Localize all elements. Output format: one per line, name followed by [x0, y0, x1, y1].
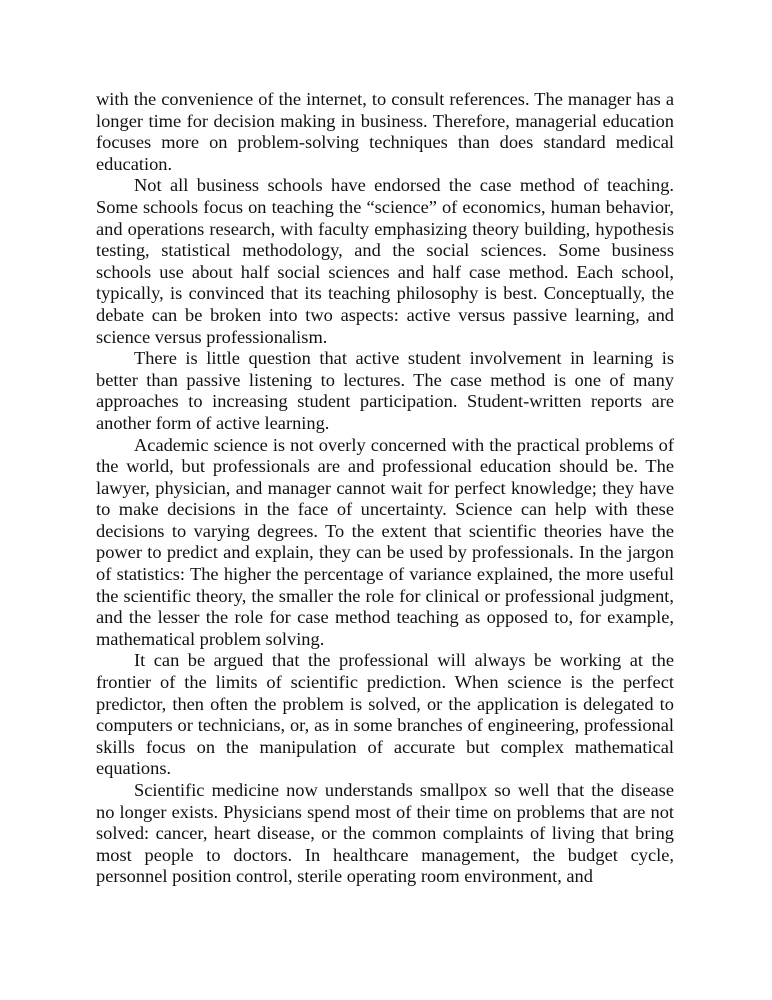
paragraph-business-schools: Not all business schools have endorsed the case method of teaching. Some schools focus on teaching the “science” of economics, human behavior, and operations research, with faculty emphasizing theory building, hypothesis testing, statistical methodology, and the social sciences. Some business schools use about half social sciences and half case method. Each school, typically, is convinced that its teaching philosophy is best. Conceptually, the debate can be broken into two aspects: active versus passive learning, and science versus professionalism. [96, 175, 674, 347]
paragraph-scientific-prediction: It can be argued that the professional will always be working at the frontier of the limits of scientific prediction. When science is the perfect predictor, then often the problem is solved, or the application is delegated to computers or technicians, or, as in some branches of engineering, professional skills focus on the manipulation of accurate but complex mathematical equations. [96, 650, 674, 779]
document-page [96, 89, 674, 888]
paragraph-continuation: with the convenience of the internet, to consult references. The manager has a longer time for decision making in business. Therefore, managerial education focuses more on problem-solving techniques than does standard medical education. [96, 89, 674, 174]
paragraph-academic-science: Academic science is not overly concerned with the practical problems of the world, but professionals are and professional education should be. The lawyer, physician, and manager cannot wait for perfect knowledge; they have to make decisions in the face of uncertainty. Science can help with these decisions to varying degrees. To the extent that scientific theories have the power to predict and explain, they can be used by professionals. In the jargon of statistics: The higher the percentage of variance explained, the more useful the scientific theory, the smaller the role for clinical or professional judgment, and the lesser the role for case method teaching as opposed to, for example, mathematical problem solving. [96, 434, 674, 649]
paragraph-scientific-medicine: Scientific medicine now understands smallpox so well that the disease no longer exists. Physicians spend most of their time on problems that are not solved: cancer, heart disease, or the common complaints of living that bring most people to doctors. In healthcare management, the budget cycle, personnel position control, sterile operating room environment, and [96, 780, 674, 887]
paragraph-active-learning: There is little question that active student involvement in learning is better than passive listening to lectures. The case method is one of many approaches to increasing student participation. Student-written reports are another form of active learning. [96, 348, 674, 433]
